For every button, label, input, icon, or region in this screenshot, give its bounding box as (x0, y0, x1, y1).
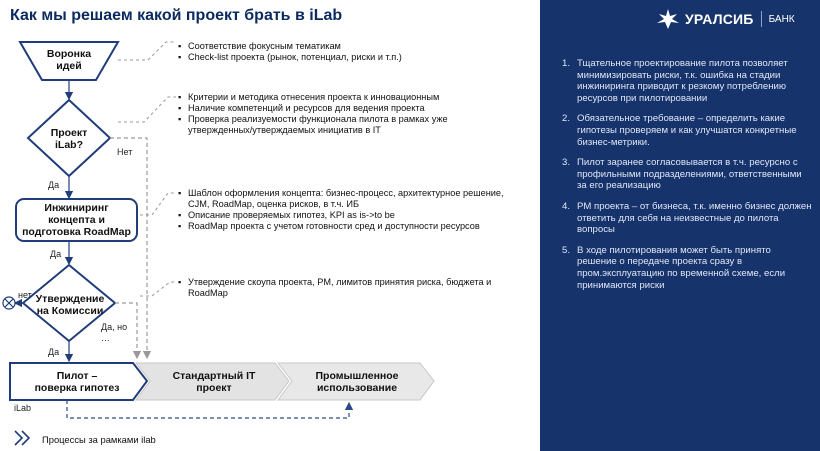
list-item: ▪ Утверждение скоупа проекта, PM, лимитов принятия риска, бюджета и RoadMap (178, 277, 492, 298)
decision-committee-label: Утверждение на Комиссии (35, 293, 105, 317)
list-item: 3. Пилот заранее согласовывается в т.ч. ресурсно с профильными подразделениями, ответственными за его реализацию (562, 157, 802, 192)
yes-but-label: Да, но … (101, 322, 128, 343)
legend-label: Процессы за рамками ilab (42, 434, 156, 445)
legend-chevron-icon (15, 431, 22, 445)
list-item: 4. PM проекта – от бизнеса, т.к. именно бизнес должен ответить для себя на неизвестные до пилота вопросы (562, 200, 812, 236)
yes-label: Да (48, 180, 60, 190)
brand-emblem-icon (655, 8, 681, 30)
note-connector (118, 42, 176, 60)
yes-label: Да (50, 249, 62, 259)
pilot-to-prod-line (67, 400, 349, 418)
list-item: ▪ Шаблон оформления концепта: бизнес-процесс, архитектурное решение, CJM, RoadMap, оценка рисков, в т.ч. ИБ (178, 188, 504, 209)
note-connector (118, 97, 176, 122)
list-item: 1. Тщательное проектирование пилота позволяет минимизировать риски, т.к. ошибка на стадии инжиниринга приводит к резкому потреблению ресурсов при пилотировании (562, 58, 788, 104)
list-item: 5. В ходе пилотирования может быть принято решение о передаче проекта сразу в пром.эксплуатацию по временной схеме, если принимаются риски (562, 244, 786, 291)
key-points (562, 58, 812, 300)
notes-committee (178, 277, 498, 299)
list-item: ▪ Проверка реализуемости функционала пилота в рамках уже утвержденных/утверждаемых инициатив в IT (178, 114, 448, 135)
list-item: ▪ Соответствие фокусным тематикам (178, 41, 341, 51)
notes-project (178, 92, 468, 136)
funnel-label: Воронка идей (46, 48, 92, 72)
note-connector (140, 193, 176, 215)
brand-name: УРАЛСИБ (685, 11, 754, 27)
brand-suffix: БАНК (768, 13, 795, 25)
stage-it-label: Стандартный IT проект (172, 370, 256, 394)
notes-engineering (178, 188, 508, 232)
yes-label: Да (48, 347, 60, 357)
list-item: ▪ RoadMap проекта с учетом готовности сред и доступности ресурсов (178, 221, 480, 231)
list-item: ▪ Критерии и методика отнесения проекта к инновационным (178, 92, 440, 102)
notes-funnel (178, 41, 478, 63)
decision-project-label: Проект iLab? (50, 127, 88, 151)
stage-pilot-label: Пилот – поверка гипотез (34, 370, 120, 394)
divider (761, 11, 762, 27)
page-title: Как мы решаем какой проект брать в iLab (10, 7, 343, 24)
list-item: ▪ Описание проверяемых гипотез, KPI as is->to be (178, 210, 395, 220)
list-item: ▪ Наличие компетенций и ресурсов для ведения проекта (178, 103, 425, 113)
ilab-label: iLab (14, 403, 32, 413)
note-connector (140, 282, 176, 296)
no-label: нет (18, 290, 32, 300)
brand-logo (655, 8, 795, 30)
engineering-label: Инжиниринг концепта и подготовка RoadMap (22, 202, 131, 238)
stage-prod-label: Промышленное использование (315, 370, 399, 394)
list-item: ▪ Check-list проекта (рынок, потенциал, риски и т.п.) (178, 52, 402, 62)
no-label: Нет (117, 147, 133, 157)
list-item: 2. Обязательное требование – определить какие гипотезы проверяем и как улучшатся конкретные бизнес-метрики. (562, 113, 797, 148)
